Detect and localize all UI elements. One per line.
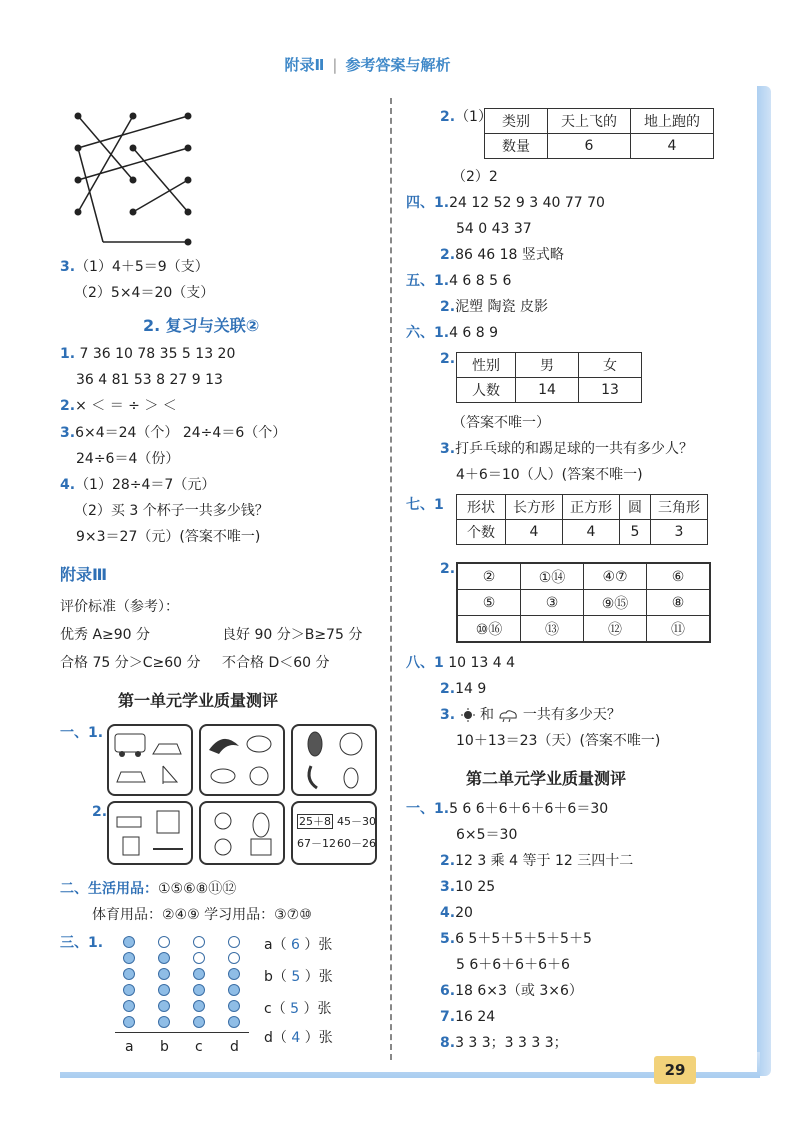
- qi1-num: 七、1: [406, 497, 444, 513]
- rain-cloud-icon: [498, 708, 518, 722]
- bead: [158, 1000, 170, 1012]
- table3-cell: 4: [563, 520, 620, 545]
- column-divider: [390, 98, 392, 1060]
- section2-title: 2. 复习与关联②: [143, 316, 260, 335]
- expr-4: 60－26: [337, 837, 376, 850]
- bead: [158, 952, 170, 964]
- criteria-fail: 不合格 D＜60 分: [222, 655, 330, 671]
- bead-label-b: b: [160, 1039, 169, 1055]
- bead-answer-d: d（ 4 ）张: [264, 1030, 333, 1046]
- ba3-line1: 3. 和 一共有多少天？: [440, 707, 621, 723]
- stationery-icons: [109, 803, 191, 863]
- table4-cell: ⑩⑯: [457, 616, 521, 643]
- vegetable-pictures-box: [291, 724, 377, 796]
- r3-line1: 3.6×4＝24（个） 24÷4＝6（个）: [60, 425, 287, 441]
- bead: [193, 984, 205, 996]
- table2-cell: 13: [579, 378, 642, 403]
- table4-cell: ②: [457, 563, 521, 590]
- expr-3: 67－12: [297, 837, 336, 850]
- table-shape-count: [456, 494, 708, 545]
- er-line1: 二、生活用品：①⑤⑥⑧⑪⑫: [60, 881, 237, 897]
- bead: [193, 1016, 205, 1028]
- liu1-line1: 六、1.4 6 8 9: [406, 325, 499, 341]
- ba1-line1: 八、1 10 13 4 4: [406, 655, 515, 671]
- si2-line1: 2.86 46 18 竖式略: [440, 247, 564, 263]
- page-header: 附录Ⅱ | 参考答案与解析: [284, 56, 451, 74]
- bead-label-c: c: [195, 1039, 203, 1055]
- table1-cell: 天上飞的: [548, 109, 631, 134]
- r-q2-line2: （2）2: [452, 169, 498, 185]
- fruit-pictures-box: [199, 801, 285, 865]
- sun-icon: [460, 708, 476, 722]
- bead-baseline: [115, 1032, 249, 1033]
- table3-cell: 4: [506, 520, 563, 545]
- bead: [228, 984, 240, 996]
- unit2-title: 第二单元学业质量测评: [466, 769, 627, 788]
- header-left: 附录Ⅱ: [284, 56, 325, 74]
- bead-label-d: d: [230, 1039, 239, 1055]
- table4-cell: ③: [521, 590, 584, 616]
- criteria-pass: 合格 75 分＞C≥60 分: [60, 655, 201, 671]
- table4-cell: ⑤: [457, 590, 521, 616]
- u2-5-line2: 5 6＋6＋6＋6＋6: [456, 957, 570, 973]
- bead: [158, 984, 170, 996]
- q3-line1: 3.（1）4＋5＝9（支）: [60, 259, 209, 275]
- vehicle-pictures-box: [107, 724, 193, 796]
- r3-line2: 24÷6＝4（份）: [76, 451, 180, 467]
- table2-cell: 女: [579, 353, 642, 378]
- bead: [158, 1016, 170, 1028]
- table1-cell: 数量: [485, 134, 548, 159]
- ba2-line1: 2.14 9: [440, 681, 487, 697]
- bead-empty: [228, 936, 240, 948]
- table1-cell: 4: [631, 134, 714, 159]
- wu2-line1: 2.泥塑 陶瓷 皮影: [440, 299, 548, 315]
- table4-cell: ⑥: [647, 563, 711, 590]
- si1-line2: 54 0 43 37: [456, 221, 532, 237]
- u2-4-line1: 4.20: [440, 905, 473, 921]
- liu2-num: 2.: [440, 351, 456, 367]
- u2-6-line1: 6.18 6×3（或 3×6）: [440, 983, 583, 999]
- bead-label-a: a: [125, 1039, 134, 1055]
- r2-line1: 2.× ＜ ＝ ÷ ＞ ＜: [60, 398, 177, 414]
- bead: [228, 1000, 240, 1012]
- u2-2-line1: 2.12 3 乘 4 等于 12 三四十二: [440, 853, 634, 869]
- stationery-pictures-box: [107, 801, 193, 865]
- bead: [123, 952, 135, 964]
- table2-cell: 人数: [457, 378, 516, 403]
- ba3-line2: 10＋13＝23（天）(答案不唯一): [456, 733, 661, 749]
- u2-1-line2: 6×5＝30: [456, 827, 518, 843]
- expr-1: 25＋8: [299, 815, 331, 828]
- bead: [158, 968, 170, 980]
- table4-cell: ①⑭: [521, 563, 584, 590]
- criteria-excellent: 优秀 A≥90 分: [60, 627, 151, 643]
- table1-cell: 类别: [485, 109, 548, 134]
- bead: [193, 968, 205, 980]
- u2-5-line1: 5.6 5＋5＋5＋5＋5＋5: [440, 931, 592, 947]
- bead-empty: [193, 936, 205, 948]
- table2-cell: 14: [516, 378, 579, 403]
- san-q1-num: 三、1.: [60, 935, 104, 951]
- liu3-line2: 4＋6＝10（人）(答案不唯一): [456, 467, 643, 483]
- page-number: 29: [654, 1056, 696, 1084]
- vegetable-icons: [293, 726, 375, 794]
- bead-empty: [158, 936, 170, 948]
- table4-cell: ⑪: [647, 616, 711, 643]
- table3-cell: 5: [620, 520, 651, 545]
- q3-line2: （2）5×4＝20（支）: [74, 285, 215, 301]
- table-category-count: [484, 108, 714, 159]
- vehicle-icons: [109, 726, 191, 794]
- header-right: 参考答案与解析: [345, 56, 451, 74]
- bead: [123, 1000, 135, 1012]
- table2-cell: 男: [516, 353, 579, 378]
- criteria-title: 评价标准（参考）：: [60, 599, 179, 615]
- r1-line2: 36 4 81 53 8 27 9 13: [76, 372, 223, 388]
- r-q2-line1: 2.（1）: [440, 109, 492, 125]
- table3-cell: 3: [651, 520, 708, 545]
- si1-line1: 四、1.24 12 52 9 3 40 77 70: [406, 195, 605, 211]
- bead-chart: [115, 932, 255, 1060]
- bead-answer-a: a（ 6 ）张: [264, 937, 333, 953]
- table3-cell: 正方形: [563, 495, 620, 520]
- wu1-line1: 五、1.4 6 8 5 6: [406, 273, 512, 289]
- appendix3-title: 附录Ⅲ: [60, 565, 108, 584]
- table4-cell: ⑧: [647, 590, 711, 616]
- bead-answer-c: c（ 5 ）张: [264, 1001, 332, 1017]
- u2-3-line1: 3.10 25: [440, 879, 496, 895]
- table1-cell: 6: [548, 134, 631, 159]
- bead-empty: [228, 952, 240, 964]
- bead: [193, 1000, 205, 1012]
- matching-lines-figure: [68, 108, 198, 248]
- table3-cell: 个数: [457, 520, 506, 545]
- table3-cell: 圆: [620, 495, 651, 520]
- bead: [123, 984, 135, 996]
- criteria-good: 良好 90 分＞B≥75 分: [222, 627, 363, 643]
- u2-8-line1: 8.3 3 3；3 3 3 3；: [440, 1035, 568, 1051]
- r4-line1: 4.（1）28÷4＝7（元）: [60, 477, 216, 493]
- table-gender-count: [456, 352, 642, 403]
- u1-q1-num: 一、1.: [60, 725, 104, 741]
- bead: [123, 968, 135, 980]
- expressions-box: [291, 801, 377, 865]
- bead: [123, 1016, 135, 1028]
- qi2-num: 2.: [440, 561, 456, 577]
- table3-cell: 形状: [457, 495, 506, 520]
- er-line2: 体育用品：②④⑨ 学习用品：③⑦⑩: [92, 907, 312, 923]
- u2-1-line1: 一、1.5 6 6＋6＋6＋6＋6＝30: [406, 801, 609, 817]
- u1-q2-num: 2.: [92, 804, 108, 820]
- table2-cell: 性别: [457, 353, 516, 378]
- expr-2: 45－30: [337, 815, 376, 828]
- u2-7-line1: 7.16 24: [440, 1009, 496, 1025]
- r1-line1: 1. 7 36 10 78 35 5 13 20: [60, 346, 236, 362]
- table4-cell: ⑨⑮: [584, 590, 647, 616]
- table4-cell: ⑬: [521, 616, 584, 643]
- animal-pictures-box: [199, 724, 285, 796]
- r4-line2: （2）买 3 个杯子一共多少钱？: [74, 503, 269, 519]
- bead-answer-b: b（ 5 ）张: [264, 969, 333, 985]
- bead: [228, 968, 240, 980]
- animal-icons: [201, 726, 283, 794]
- bead: [228, 1016, 240, 1028]
- liu3-line1: 3.打乒乓球的和踢足球的一共有多少人？: [440, 441, 694, 457]
- unit1-title: 第一单元学业质量测评: [118, 691, 279, 710]
- table4-cell: ⑫: [584, 616, 647, 643]
- table3-cell: 三角形: [651, 495, 708, 520]
- table4-cell: ④⑦: [584, 563, 647, 590]
- table-circled-numbers: [456, 562, 711, 643]
- liu2-note: （答案不唯一）: [452, 415, 550, 431]
- bead-empty: [193, 952, 205, 964]
- bead: [123, 936, 135, 948]
- r4-line3: 9×3＝27（元）(答案不唯一): [76, 529, 261, 545]
- fruit-icons: [201, 803, 283, 863]
- table1-cell: 地上跑的: [631, 109, 714, 134]
- table3-cell: 长方形: [506, 495, 563, 520]
